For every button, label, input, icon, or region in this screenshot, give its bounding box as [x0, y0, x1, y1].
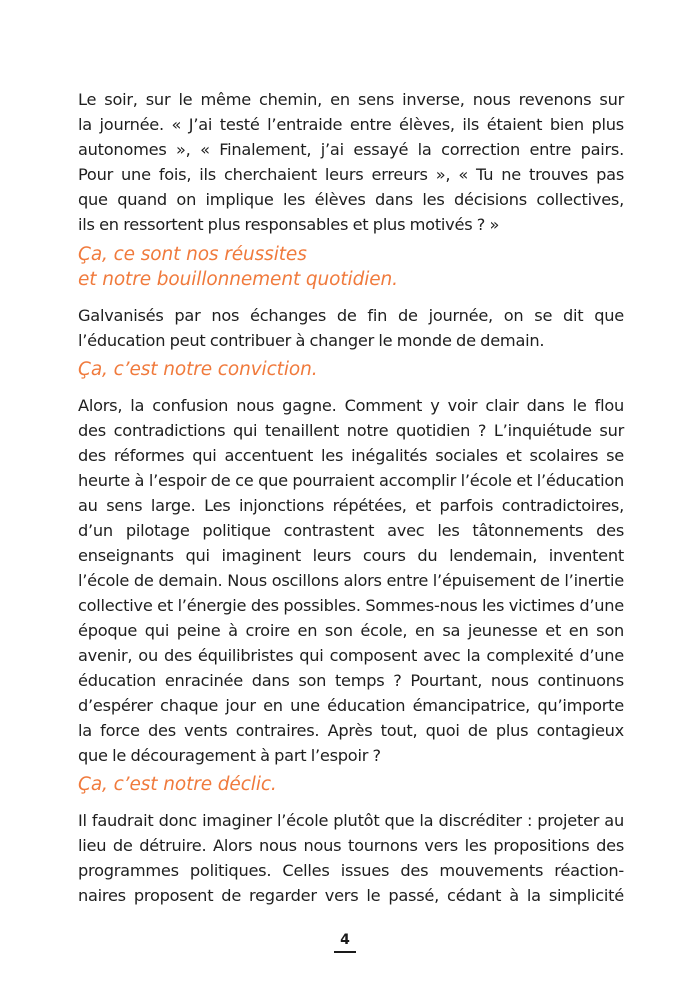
text-line: heurte à l’espoir de ce que pourraient accomplir l’école et l’éducation [78, 471, 624, 490]
text-line: l’éducation peut contribuer à changer le monde de demain. [78, 331, 545, 350]
text-line: que le découragement à part l’espoir ? [78, 746, 381, 765]
callout-conviction [78, 357, 624, 382]
text-line: d’espérer chaque jour en une éducation émancipatrice, qu’importe [78, 696, 624, 715]
callout-line: Ça, c’est notre conviction. [78, 359, 318, 380]
text-line: la journée. « J’ai testé l’entraide entre élèves, ils étaient bien plus [78, 115, 624, 134]
page-number [330, 932, 360, 953]
text-line: ils en ressortent plus responsables et plus motivés ? » [78, 215, 500, 234]
page-number-label: 4 [340, 932, 350, 948]
text-line: au sens large. Les injonctions répétées, et parfois contradictoires, [78, 496, 624, 515]
text-line: enseignants qui imaginent leurs cours du lendemain, inventent [78, 546, 624, 565]
callout-successes [78, 242, 624, 292]
text-line: avenir, ou des équilibristes qui composent avec la complexité d’une [78, 646, 624, 665]
text-line: que quand on implique les élèves dans les décisions collectives, [78, 190, 624, 209]
paragraph-confusion [78, 393, 624, 768]
text-line: époque qui peine à croire en son école, en sa jeunesse et en son [78, 621, 624, 640]
text-line: l’école de demain. Nous oscillons alors entre l’épuisement de l’inertie [78, 571, 624, 590]
text-line: naires proposent de regarder vers le passé, cédant à la simplicité [78, 886, 624, 905]
text-line: lieu de détruire. Alors nous nous tournons vers les propositions des [78, 836, 624, 855]
page-number-underline [334, 951, 356, 953]
text-line: autonomes », « Finalement, j’ai essayé la correction entre pairs. [78, 140, 624, 159]
text-line: des contradictions qui tenaillent notre quotidien ? L’inquiétude sur [78, 421, 624, 440]
page-body [78, 87, 624, 908]
text-line: Alors, la confusion nous gagne. Comment y voir clair dans le flou [78, 396, 624, 415]
callout-line: Ça, ce sont nos réussites [78, 244, 307, 265]
text-line: des réformes qui accentuent les inégalités sociales et scolaires se [78, 446, 624, 465]
text-line: Il faudrait donc imaginer l’école plutôt que la discréditer : projeter au [78, 811, 624, 830]
text-line: Pour une fois, ils cherchaient leurs erreurs », « Tu ne trouves pas [78, 165, 624, 184]
text-line: Galvanisés par nos échanges de fin de journée, on se dit que [78, 306, 624, 325]
paragraph-galvanized [78, 303, 624, 353]
paragraph-evening-reflections [78, 87, 624, 237]
callout-line: Ça, c’est notre déclic. [78, 774, 277, 795]
callout-trigger [78, 772, 624, 797]
paragraph-imagine-school [78, 808, 624, 908]
text-line: Le soir, sur le même chemin, en sens inverse, nous revenons sur [78, 90, 624, 109]
text-line: éducation enracinée dans son temps ? Pourtant, nous continuons [78, 671, 624, 690]
text-line: la force des vents contraires. Après tout, quoi de plus contagieux [78, 721, 624, 740]
text-line: d’un pilotage politique contrastent avec les tâtonnements des [78, 521, 624, 540]
callout-line: et notre bouillonnement quotidien. [78, 269, 398, 290]
text-line: programmes politiques. Celles issues des mouvements réaction- [78, 861, 624, 880]
text-line: collective et l’énergie des possibles. Sommes-nous les victimes d’une [78, 596, 624, 615]
